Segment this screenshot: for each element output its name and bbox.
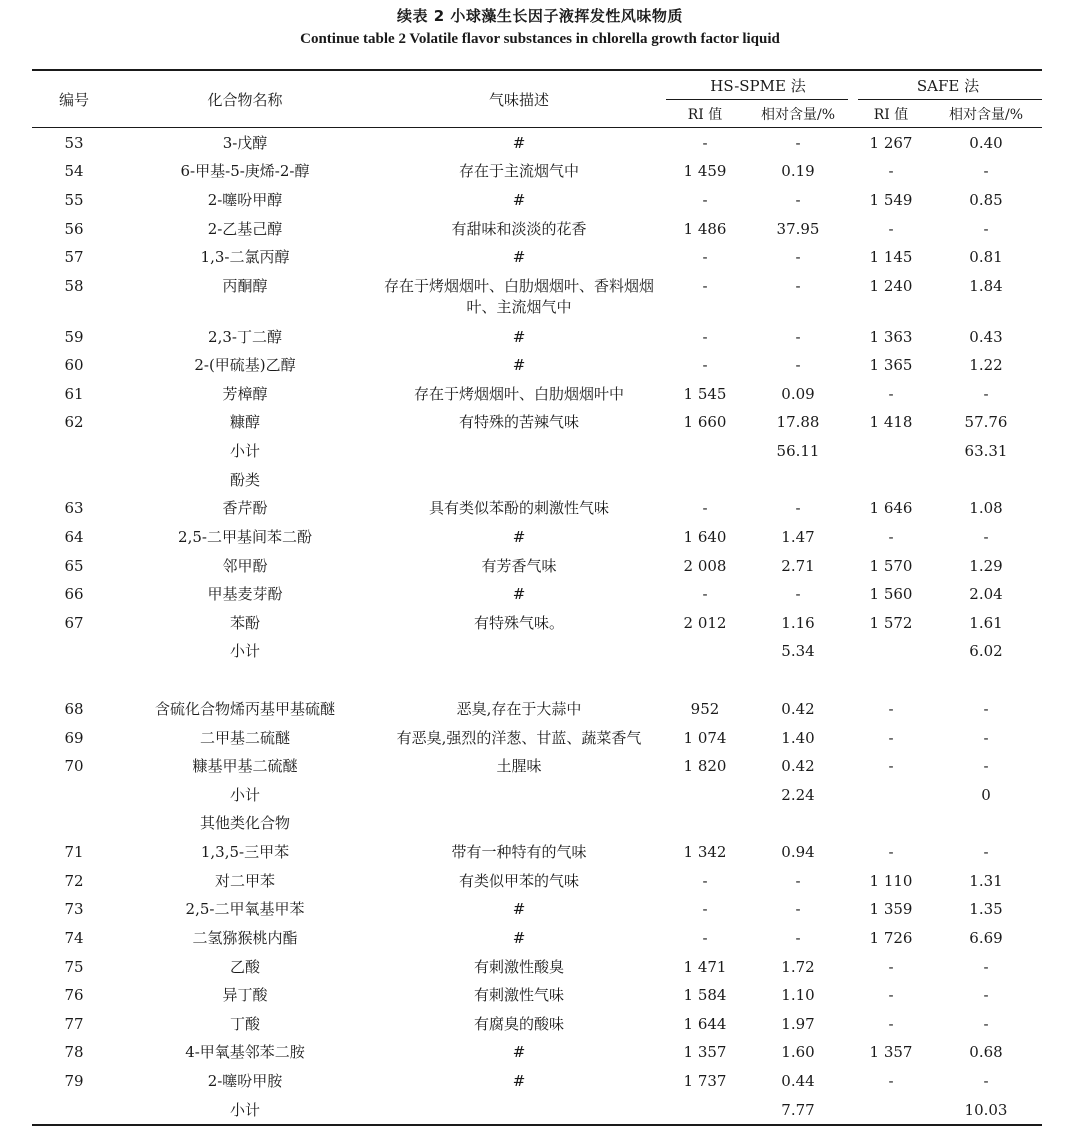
odor-description: 有特殊的苦辣气味 [458,413,580,431]
safe-ri: - [888,986,894,1004]
hs-spme-ri: - [702,499,708,517]
odor-description: # [512,1043,526,1061]
row-no: 66 [64,585,84,603]
row-no: 73 [64,900,84,918]
compound-name: 4-甲氧基邻苯二胺 [185,1043,305,1061]
safe-ri: - [888,220,894,238]
safe-rel: 57.76 [964,413,1008,431]
safe-ri: 1 646 [869,499,913,517]
header-safe-ri: RI 值 [873,107,909,123]
odor-description: 带有一种特有的气味 [451,843,587,861]
row-no: 72 [64,872,84,890]
hs-spme-rel: 0.09 [781,385,815,403]
safe-ri: 1 570 [869,557,913,575]
safe-rel: 0.85 [969,191,1003,209]
odor-description: 有类似甲苯的气味 [458,872,580,890]
safe-ri: 1 418 [869,413,913,431]
hs-spme-ri: 1 545 [683,385,727,403]
compound-name: 芳樟醇 [222,385,268,403]
safe-rel: - [983,958,989,976]
hs-spme-ri: - [702,585,708,603]
hs-spme-rel: - [795,872,801,890]
safe-ri: 1 110 [869,872,913,890]
header-no: 编号 [58,91,90,109]
safe-rel: - [983,700,989,718]
hs-spme-rel: - [795,134,801,152]
bottom-rule [32,1124,1042,1126]
odor-description: # [512,929,526,947]
hs-spme-rel: 0.42 [781,757,815,775]
safe-rel: - [983,1015,989,1033]
safe-rel: 0 [981,786,991,804]
hs-spme-rel: 1.72 [781,958,815,976]
safe-rel: - [983,757,989,775]
odor-description: # [512,191,526,209]
hs-spme-ri: 1 584 [683,986,727,1004]
safe-ri: - [888,700,894,718]
odor-description: 存在于烤烟烟叶、白肋烟烟叶中 [413,385,625,403]
header-hs-rel: 相对含量/% [760,107,836,123]
hs-spme-rel: 2.71 [781,557,815,575]
safe-ri: 1 365 [869,356,913,374]
odor-description: 存在于主流烟气中 [458,162,580,180]
hs-spme-ri: 1 357 [683,1043,727,1061]
header-rule [32,127,1042,128]
hs-spme-rel: 1.40 [781,729,815,747]
hs-spme-rel: - [795,356,801,374]
hs-spme-rel: 56.11 [776,442,820,460]
hs-spme-rel: 5.34 [781,642,815,660]
hs-spme-ri: 1 660 [683,413,727,431]
hs-spme-rel: 17.88 [776,413,820,431]
hs-spme-ri: 1 074 [683,729,727,747]
safe-rel: 0.43 [969,328,1003,346]
safe-rel: - [983,1072,989,1090]
hs-spme-rel: 1.60 [781,1043,815,1061]
table-title-en: Continue table 2 Volatile flavor substances in chlorella growth factor liquid [300,31,780,47]
row-no: 54 [64,162,84,180]
hs-spme-ri: - [702,191,708,209]
hs-spme-rel: 37.95 [776,220,820,238]
hs-spme-ri: 1 640 [683,528,727,546]
safe-rel: 1.08 [969,499,1003,517]
row-no: 57 [64,248,84,266]
safe-rel: 1.29 [969,557,1003,575]
safe-rel: - [983,220,989,238]
odor-description: 恶臭,存在于大蒜中 [456,700,582,718]
hs-spme-ri: - [702,929,708,947]
safe-rel: 0.81 [969,248,1003,266]
safe-rel: - [983,162,989,180]
safe-rel: - [983,729,989,747]
hs-spme-rel: - [795,248,801,266]
top-rule [32,69,1042,71]
row-no: 55 [64,191,84,209]
safe-rel: - [983,528,989,546]
safe-rel: 0.68 [969,1043,1003,1061]
hs-spme-ri: 2 008 [683,557,727,575]
hs-spme-ri: - [702,277,708,295]
safe-rel: 63.31 [964,442,1008,460]
hs-spme-ri: - [702,328,708,346]
compound-name: 小计 [229,642,261,660]
odor-description: 有甜味和淡淡的花香 [451,220,587,238]
hs-spme-ri: 1 459 [683,162,727,180]
safe-ri: - [888,162,894,180]
hs-spme-ri: - [702,872,708,890]
safe-rel: 2.04 [969,585,1003,603]
hs-spme-rel: 7.77 [781,1101,815,1119]
safe-ri: - [888,843,894,861]
row-no: 53 [64,134,84,152]
safe-underline [858,99,1042,100]
odor-description: 有腐臭的酸味 [473,1015,565,1033]
hs-spme-ri: 952 [690,700,720,718]
safe-rel: 1.22 [969,356,1003,374]
compound-name: 其他类化合物 [199,814,291,832]
safe-rel: 1.31 [969,872,1003,890]
hs-spme-rel: 1.47 [781,528,815,546]
odor-description: 有恶臭,强烈的洋葱、甘蓝、蔬菜香气 [396,729,642,747]
hs-spme-rel: 0.94 [781,843,815,861]
odor-description: # [512,900,526,918]
compound-name: 糠醇 [229,413,261,431]
row-no: 74 [64,929,84,947]
hs-spme-ri: - [702,356,708,374]
row-no: 79 [64,1072,84,1090]
row-no: 64 [64,528,84,546]
hs-spme-rel: - [795,900,801,918]
safe-rel: - [983,986,989,1004]
odor-description: 有芳香气味 [481,557,557,575]
hs-spme-rel: - [795,191,801,209]
compound-name: 2,5-二甲氧基甲苯 [185,900,305,918]
header-hs-spme: HS-SPME 法 [710,77,806,95]
safe-rel: - [983,843,989,861]
hs-spme-rel: - [795,277,801,295]
compound-name: 对二甲苯 [214,872,276,890]
safe-ri: 1 560 [869,585,913,603]
odor-description: 存在于烤烟烟叶、白肋烟烟叶、香料烟烟叶、主流烟气中 [383,277,654,316]
compound-name: 苯酚 [229,614,261,632]
odor-description: # [512,585,526,603]
hs-spme-rel: 0.42 [781,700,815,718]
compound-name: 糠基甲基二硫醚 [192,757,298,775]
compound-name: 香芹酚 [222,499,268,517]
odor-description: 土腥味 [496,757,542,775]
compound-name: 二氢猕猴桃内酯 [192,929,298,947]
safe-ri: 1 145 [869,248,913,266]
hs-spme-underline [666,99,848,100]
compound-name: 乙酸 [229,958,261,976]
safe-rel: 1.61 [969,614,1003,632]
hs-spme-rel: 1.16 [781,614,815,632]
header-name: 化合物名称 [207,91,283,109]
compound-name: 2-噻吩甲胺 [207,1072,283,1090]
hs-spme-rel: 2.24 [781,786,815,804]
compound-name: 1,3,5-三甲苯 [200,843,290,861]
hs-spme-rel: 1.97 [781,1015,815,1033]
compound-name: 酚类 [229,471,261,489]
compound-name: 3-戊醇 [222,134,268,152]
safe-rel: - [983,385,989,403]
row-no: 75 [64,958,84,976]
hs-spme-ri: 2 012 [683,614,727,632]
safe-rel: 6.69 [969,929,1003,947]
hs-spme-rel: - [795,499,801,517]
compound-name: 6-甲基-5-庚烯-2-醇 [180,162,310,180]
hs-spme-ri: 1 737 [683,1072,727,1090]
hs-spme-ri: - [702,900,708,918]
compound-name: 丁酸 [229,1015,261,1033]
safe-ri: - [888,757,894,775]
hs-spme-ri: 1 820 [683,757,727,775]
compound-name: 小计 [229,1101,261,1119]
hs-spme-ri: 1 644 [683,1015,727,1033]
hs-spme-rel: 0.44 [781,1072,815,1090]
safe-ri: 1 549 [869,191,913,209]
odor-description: # [512,528,526,546]
hs-spme-ri: 1 471 [683,958,727,976]
safe-rel: 10.03 [964,1101,1008,1119]
compound-name: 二甲基二硫醚 [199,729,291,747]
hs-spme-rel: - [795,929,801,947]
compound-name: 2-(甲硫基)乙醇 [194,356,296,374]
header-odor: 气味描述 [488,91,550,109]
row-no: 76 [64,986,84,1004]
compound-name: 甲基麦芽酚 [207,585,283,603]
compound-name: 2,3-丁二醇 [208,328,282,346]
odor-description: # [512,134,526,152]
odor-description: # [512,356,526,374]
row-no: 58 [64,277,84,295]
safe-ri: - [888,958,894,976]
compound-name: 2,5-二甲基间苯二酚 [178,528,312,546]
hs-spme-rel: 1.10 [781,986,815,1004]
table-title-cn: 续表 2 小球藻生长因子液挥发性风味物质 [397,7,683,25]
odor-description: # [512,1072,526,1090]
safe-ri: 1 357 [869,1043,913,1061]
safe-ri: 1 363 [869,328,913,346]
compound-name: 含硫化合物烯丙基甲基硫醚 [154,700,336,718]
compound-name: 丙酮醇 [222,277,268,295]
hs-spme-ri: 1 486 [683,220,727,238]
hs-spme-rel: - [795,585,801,603]
safe-ri: - [888,1015,894,1033]
header-hs-ri: RI 值 [687,107,723,123]
compound-name: 小计 [229,442,261,460]
row-no: 56 [64,220,84,238]
odor-description: # [512,328,526,346]
compound-name: 邻甲酚 [222,557,268,575]
hs-spme-ri: - [702,248,708,266]
compound-name: 小计 [229,786,261,804]
safe-rel: 6.02 [969,642,1003,660]
safe-ri: 1 240 [869,277,913,295]
safe-ri: - [888,385,894,403]
hs-spme-ri: 1 342 [683,843,727,861]
compound-name: 2-噻吩甲醇 [207,191,283,209]
safe-ri: - [888,1072,894,1090]
row-no: 65 [64,557,84,575]
hs-spme-rel: 0.19 [781,162,815,180]
row-no: 70 [64,757,84,775]
row-no: 78 [64,1043,84,1061]
hs-spme-ri: - [702,134,708,152]
odor-description: 具有类似苯酚的刺激性气味 [428,499,610,517]
row-no: 63 [64,499,84,517]
safe-ri: - [888,729,894,747]
safe-rel: 1.84 [969,277,1003,295]
safe-ri: - [888,528,894,546]
safe-ri: 1 359 [869,900,913,918]
compound-name: 异丁酸 [222,986,268,1004]
compound-name: 2-乙基己醇 [207,220,283,238]
row-no: 61 [64,385,84,403]
safe-rel: 1.35 [969,900,1003,918]
odor-description: # [512,248,526,266]
row-no: 67 [64,614,84,632]
header-safe-rel: 相对含量/% [948,107,1024,123]
compound-name: 1,3-二氯丙醇 [200,248,290,266]
row-no: 68 [64,700,84,718]
safe-ri: 1 726 [869,929,913,947]
odor-description: 有刺激性酸臭 [473,958,565,976]
row-no: 62 [64,413,84,431]
safe-ri: 1 572 [869,614,913,632]
safe-ri: 1 267 [869,134,913,152]
row-no: 60 [64,356,84,374]
row-no: 77 [64,1015,84,1033]
odor-description: 有刺激性气味 [473,986,565,1004]
row-no: 59 [64,328,84,346]
row-no: 69 [64,729,84,747]
header-safe: SAFE 法 [916,77,980,95]
safe-rel: 0.40 [969,134,1003,152]
row-no: 71 [64,843,84,861]
odor-description: 有特殊气味。 [473,614,565,632]
hs-spme-rel: - [795,328,801,346]
